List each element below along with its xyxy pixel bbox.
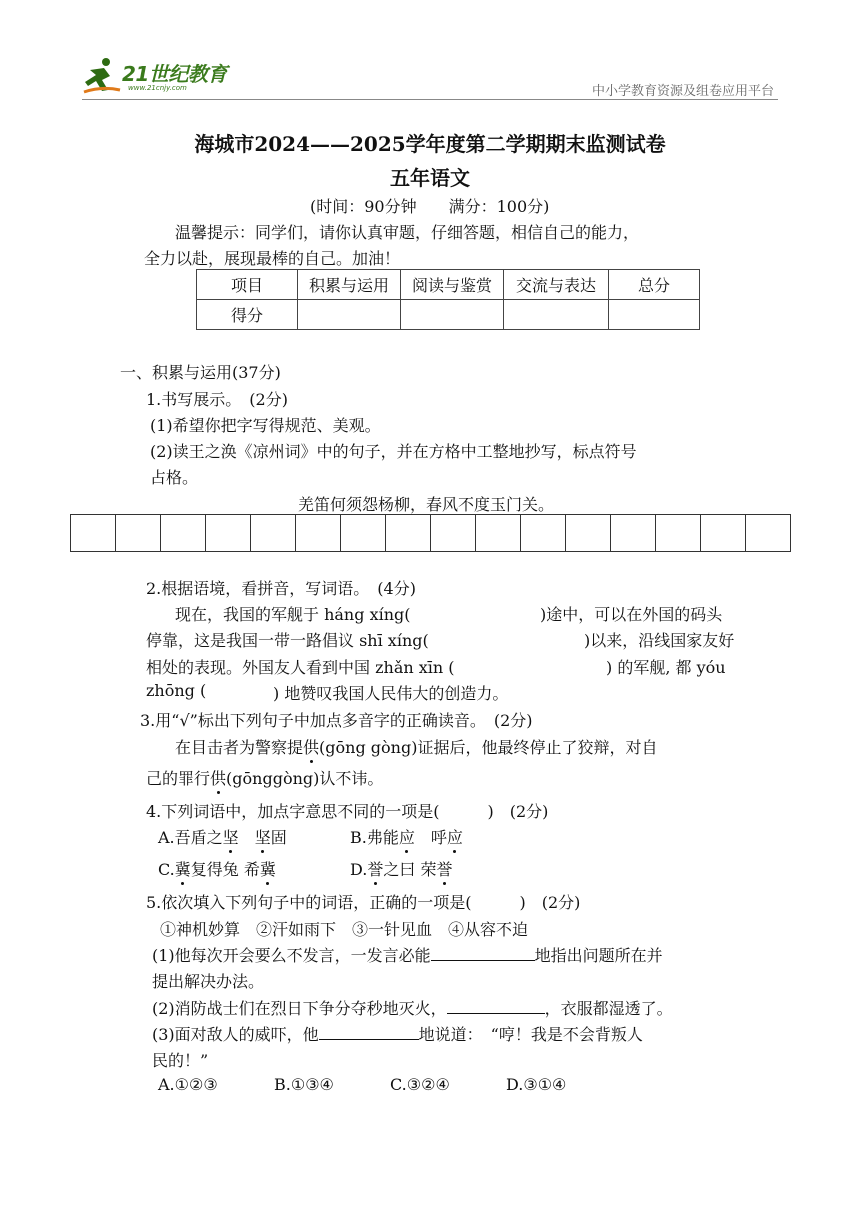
q4-option-b-gap: 呼 bbox=[414, 828, 447, 847]
answer-blank[interactable] bbox=[447, 999, 545, 1014]
score-cell bbox=[401, 300, 504, 330]
site-logo bbox=[82, 56, 242, 96]
score-cell bbox=[298, 300, 401, 330]
q1-part-2-line-2: 占格。 bbox=[150, 468, 199, 487]
q3-line-2-end: (gōnggòng)认不讳。 bbox=[226, 769, 384, 788]
dotted-char: 供 bbox=[303, 735, 319, 758]
q5-option-c: C.③②④ bbox=[390, 1075, 450, 1094]
score-header-cell: 项目 bbox=[197, 270, 298, 300]
exam-title: 海城市2024——2025学年度第二学期期末监测试卷 bbox=[194, 132, 666, 156]
q2-line-2-start: 停靠，这是我国一带一路倡议 shī xíng( bbox=[146, 631, 429, 650]
dotted-char: 冀 bbox=[175, 857, 191, 880]
dotted-char: 坚 bbox=[223, 825, 239, 848]
q3-title: 3.用“√”标出下列句子中加点多音字的正确读音。 (2分) bbox=[140, 711, 533, 730]
q2-line-1-end: )途中，可以在外国的码头 bbox=[540, 605, 723, 624]
q4-option-a-text: A.吾盾之 bbox=[158, 828, 223, 847]
dotted-char: 供 bbox=[210, 766, 226, 789]
q1-title: 1.书写展示。 (2分) bbox=[146, 390, 288, 409]
score-table-score-row bbox=[197, 300, 700, 330]
q5-sentence-1-start: (1)他每次开会要么不发言，一发言必能 bbox=[152, 946, 431, 965]
q5-sentence-3-start: (3)面对敌人的威吓，他 bbox=[152, 1025, 319, 1044]
q2-line-4-start: zhōng ( bbox=[146, 681, 207, 700]
grid-cell[interactable] bbox=[116, 515, 161, 552]
q1-poem: 羌笛何须怨杨柳，春风不度玉门关。 bbox=[298, 495, 555, 514]
runner-logo-icon bbox=[82, 56, 122, 94]
score-cell bbox=[504, 300, 609, 330]
q2-title: 2.根据语境，看拼音，写词语。 (4分) bbox=[146, 579, 416, 598]
q5-sentence-2-start: (2)消防战士们在烈日下争分夺秒地灭火， bbox=[152, 999, 447, 1018]
grid-cell[interactable] bbox=[701, 515, 746, 552]
q4-option-b bbox=[350, 825, 463, 848]
q3-line-1-start: 在目击者为警察提 bbox=[175, 738, 304, 757]
q5-sentence-2 bbox=[152, 996, 673, 1019]
score-header-cell: 交流与表达 bbox=[504, 270, 609, 300]
q5-sentence-3 bbox=[152, 1022, 643, 1045]
dotted-char: 冀 bbox=[260, 857, 276, 880]
answer-blank[interactable] bbox=[431, 946, 535, 961]
q4-option-c bbox=[158, 857, 276, 880]
score-table bbox=[196, 269, 700, 330]
writing-grid bbox=[70, 514, 791, 552]
q5-sentence-2-end: ，衣服都湿透了。 bbox=[544, 999, 673, 1018]
tip-line-1: 温馨提示：同学们，请你认真审题，仔细答题，相信自己的能力， bbox=[175, 223, 640, 242]
section-1-title: 一、积累与运用(37分) bbox=[120, 363, 281, 382]
q5-option-b: B.①③④ bbox=[274, 1075, 334, 1094]
answer-blank[interactable] bbox=[319, 1025, 419, 1040]
grid-cell[interactable] bbox=[296, 515, 341, 552]
score-table-header-row bbox=[197, 270, 700, 300]
score-cell bbox=[609, 300, 700, 330]
exam-time-info: (时间：90分钟 满分：100分) bbox=[310, 197, 550, 216]
q4-title: 4.下列词语中，加点字意思不同的一项是( ) (2分) bbox=[146, 802, 549, 821]
dotted-char: 誉 bbox=[436, 857, 452, 880]
q4-option-a-tail: 固 bbox=[270, 828, 287, 847]
q5-sentence-1-cont: 提出解决办法。 bbox=[152, 972, 265, 991]
q2-line-1-start: 现在，我国的军舰于 háng xíng( bbox=[175, 605, 411, 624]
q3-line-2 bbox=[146, 766, 383, 789]
q1-part-1: (1)希望你把字写得规范、美观。 bbox=[150, 416, 381, 435]
score-header-cell: 总分 bbox=[609, 270, 700, 300]
grid-cell[interactable] bbox=[206, 515, 251, 552]
q4-option-d-text: D. bbox=[350, 860, 368, 879]
q4-option-d bbox=[350, 857, 452, 880]
dotted-char: 应 bbox=[399, 825, 415, 848]
exam-subject: 五年语文 bbox=[390, 166, 470, 190]
q2-line-2-end: )以来，沿线国家友好 bbox=[584, 631, 735, 650]
header-divider bbox=[82, 99, 778, 100]
grid-cell[interactable] bbox=[431, 515, 476, 552]
q4-option-c-text: C. bbox=[158, 860, 175, 879]
q2-line-4-end: ) 地赞叹我国人民伟大的创造力。 bbox=[273, 684, 509, 703]
q5-sentence-1 bbox=[152, 943, 663, 966]
q4-option-c-gap: 复得兔 希 bbox=[190, 860, 260, 879]
q5-option-a: A.①②③ bbox=[158, 1075, 218, 1094]
score-header-cell: 阅读与鉴赏 bbox=[401, 270, 504, 300]
q5-title: 5.依次填入下列句子中的词语，正确的一项是( ) (2分) bbox=[146, 893, 581, 912]
grid-cell[interactable] bbox=[656, 515, 701, 552]
q4-option-b-text: B.弗能 bbox=[350, 828, 399, 847]
grid-cell[interactable] bbox=[341, 515, 386, 552]
q5-sentence-1-end: 地指出问题所在并 bbox=[534, 946, 663, 965]
grid-cell[interactable] bbox=[71, 515, 116, 552]
q5-sentence-3-cont: 民的！” bbox=[152, 1051, 209, 1070]
q1-part-2-line-1: (2)读王之涣《凉州词》中的句子，并在方格中工整地抄写，标点符号 bbox=[150, 442, 637, 461]
grid-cell[interactable] bbox=[566, 515, 611, 552]
q2-line-3-end: ) 的军舰, 都 yóu bbox=[606, 658, 726, 677]
q4-option-a-gap bbox=[239, 828, 255, 847]
score-row-label: 得分 bbox=[197, 300, 298, 330]
q5-options-list: ①神机妙算 ②汗如雨下 ③一针见血 ④从容不迫 bbox=[160, 920, 529, 939]
platform-tagline: 中小学教育资源及组卷应用平台 bbox=[591, 84, 774, 99]
tip-line-2: 全力以赴，展现最棒的自己。加油！ bbox=[144, 249, 401, 268]
grid-cell[interactable] bbox=[161, 515, 206, 552]
q3-line-1 bbox=[175, 735, 657, 758]
grid-cell[interactable] bbox=[476, 515, 521, 552]
dotted-char: 应 bbox=[447, 825, 463, 848]
q5-sentence-3-end: 地说道： “哼！我是不会背叛人 bbox=[418, 1025, 643, 1044]
grid-cell[interactable] bbox=[611, 515, 656, 552]
logo-url: www.21cnjy.com bbox=[128, 84, 187, 92]
logo-text: 21世纪教育 bbox=[122, 62, 227, 86]
dotted-char: 誉 bbox=[367, 857, 383, 880]
dotted-char: 坚 bbox=[255, 825, 271, 848]
grid-cell[interactable] bbox=[386, 515, 431, 552]
grid-cell[interactable] bbox=[251, 515, 296, 552]
q3-line-2-start: 己的罪行 bbox=[146, 769, 211, 788]
q4-option-a bbox=[158, 825, 287, 848]
grid-cell[interactable] bbox=[521, 515, 566, 552]
grid-cell[interactable] bbox=[746, 515, 791, 552]
score-header-cell: 积累与运用 bbox=[298, 270, 401, 300]
q3-line-1-end: (gōng gòng)证据后，他最终停止了狡辩，对自 bbox=[319, 738, 658, 757]
q2-line-3-start: 相处的表现。外国友人看到中国 zhǎn xīn ( bbox=[146, 658, 455, 677]
q4-option-d-gap: 之曰 荣 bbox=[383, 860, 437, 879]
q5-option-d: D.③①④ bbox=[506, 1075, 567, 1094]
